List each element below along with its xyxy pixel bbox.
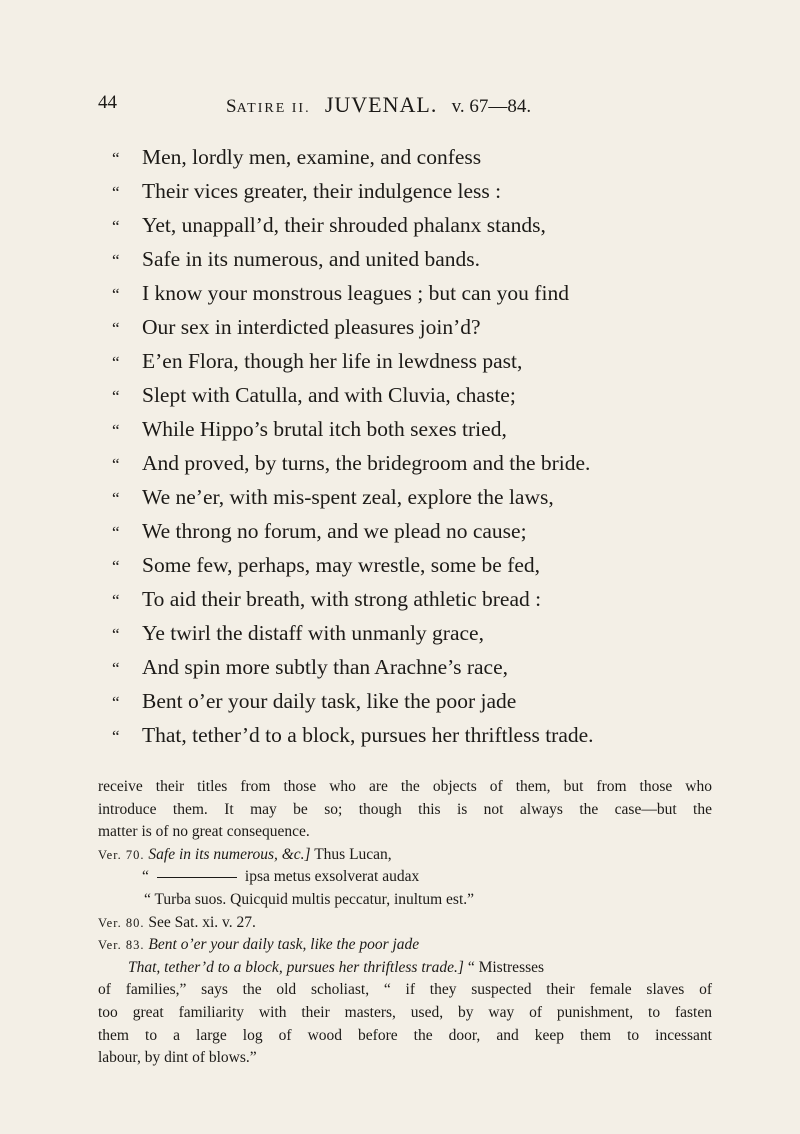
poem-line-text: Slept with Catulla, and with Cluvia, chaste; — [142, 383, 516, 407]
poem-line-text: Safe in its numerous, and united bands. — [142, 247, 480, 271]
note-text-line: too great familiarity with their masters, used, by way of punishment, to fasten — [98, 1003, 712, 1021]
poem-line — [112, 446, 752, 480]
open-quote: “ — [112, 149, 120, 168]
note-intro-line: introduce them. It may be so; though this is not always the case—but the — [98, 800, 712, 818]
open-quote: “ — [112, 693, 120, 712]
lucan-quote-line — [98, 866, 712, 889]
note-text-line: labour, by dint of blows.” — [98, 1049, 257, 1067]
poem-line-text: Ye twirl the distaff with unmanly grace, — [142, 621, 484, 645]
open-quote: “ — [112, 489, 120, 508]
note-text-line: of families,” says the old scholiast, “ if they suspected their female slaves of — [98, 981, 712, 999]
open-quote: “ — [112, 557, 120, 576]
note-ver-83 — [98, 934, 712, 957]
em-rule — [157, 877, 237, 878]
note-lemma: That, tether’d to a block, pursues her thriftless trade.] — [128, 958, 464, 976]
poem-line — [112, 276, 752, 310]
note-text-line: them to a large log of wood before the door, and keep them to incessant — [98, 1026, 712, 1044]
open-quote: “ — [112, 523, 120, 542]
poem-line — [112, 480, 752, 514]
poem-line — [112, 378, 752, 412]
poem-line-text: To aid their breath, with strong athletic bread : — [142, 587, 542, 611]
poem-line-text: While Hippo’s brutal itch both sexes tried, — [142, 417, 507, 441]
poem-line — [112, 650, 752, 684]
verse-range: v. 67—84. — [451, 96, 532, 117]
note-lemma: Bent o’er your daily task, like the poor jade — [148, 936, 420, 954]
poem-block — [112, 140, 752, 752]
open-quote: “ — [112, 387, 120, 406]
note-intro-line: receive their titles from those who are the objects of them, but from those who — [98, 778, 712, 795]
author-name: JUVENAL. — [324, 92, 438, 117]
satire-label: ATIRE II. — [236, 101, 311, 116]
open-quote: “ — [112, 727, 120, 746]
note-text: Thus Lucan, — [314, 845, 392, 863]
poem-line — [112, 684, 752, 718]
poem-line-text: Our sex in interdicted pleasures join’d? — [142, 315, 481, 339]
note-ver-70 — [98, 844, 712, 867]
note-lemma: Safe in its numerous, &c.] — [148, 845, 311, 863]
note-ver-80 — [98, 912, 712, 935]
open-quote: “ — [142, 868, 149, 886]
poem-line-text: And proved, by turns, the bridegroom and the bride. — [142, 451, 591, 475]
poem-line-text: That, tether’d to a block, pursues her thriftless trade. — [142, 723, 594, 747]
page-number: 44 — [98, 92, 117, 113]
open-quote: “ — [112, 659, 120, 678]
poem-line-text: We throng no forum, and we plead no cause; — [142, 519, 527, 543]
running-title — [226, 92, 531, 118]
running-header — [98, 92, 710, 122]
poem-line-text: Bent o’er your daily task, like the poor jade — [142, 689, 517, 713]
lucan-quote-text: ipsa metus exsolverat audax — [244, 868, 420, 886]
note-text: See Sat. xi. v. 27. — [148, 913, 256, 931]
note-label: Ver. 80. — [98, 915, 145, 930]
poem-line — [112, 718, 752, 752]
footnotes — [98, 776, 712, 1070]
satire-label-initial: S — [226, 96, 237, 117]
open-quote: “ — [112, 421, 120, 440]
lucan-quote-line: “ Turba suos. Quicquid multis peccatur, inultum est.” — [144, 890, 475, 908]
note-label: Ver. 83. — [98, 938, 145, 953]
poem-line-text: E’en Flora, though her life in lewdness past, — [142, 349, 523, 373]
open-quote: “ — [112, 183, 120, 202]
poem-line — [112, 616, 752, 650]
poem-line-text: Men, lordly men, examine, and confess — [142, 145, 482, 169]
open-quote: “ — [112, 591, 120, 610]
poem-line-text: Some few, perhaps, may wrestle, some be fed, — [142, 553, 541, 577]
open-quote: “ — [112, 285, 120, 304]
poem-line-text: We ne’er, with mis-spent zeal, explore the laws, — [142, 485, 554, 509]
poem-line — [112, 174, 752, 208]
poem-line — [112, 344, 752, 378]
open-quote: “ — [112, 217, 120, 236]
poem-line — [112, 548, 752, 582]
note-ver-83-cont — [98, 957, 712, 980]
poem-line — [112, 140, 752, 174]
note-text: “ Mistresses — [467, 958, 545, 976]
poem-line — [112, 412, 752, 446]
poem-line — [112, 310, 752, 344]
poem-line-text: And spin more subtly than Arachne’s race, — [142, 655, 509, 679]
poem-line — [112, 208, 752, 242]
poem-line-text: Their vices greater, their indulgence less : — [142, 179, 502, 203]
open-quote: “ — [112, 625, 120, 644]
note-label: Ver. 70. — [98, 847, 145, 862]
note-intro-line: matter is of no great consequence. — [98, 823, 310, 841]
poem-line — [112, 242, 752, 276]
poem-line — [112, 514, 752, 548]
open-quote: “ — [112, 251, 120, 270]
poem-line-text: I know your monstrous leagues ; but can you find — [142, 281, 569, 305]
open-quote: “ — [112, 455, 120, 474]
poem-line-text: Yet, unappall’d, their shrouded phalanx stands, — [142, 213, 546, 237]
open-quote: “ — [112, 353, 120, 372]
poem-line — [112, 582, 752, 616]
open-quote: “ — [112, 319, 120, 338]
